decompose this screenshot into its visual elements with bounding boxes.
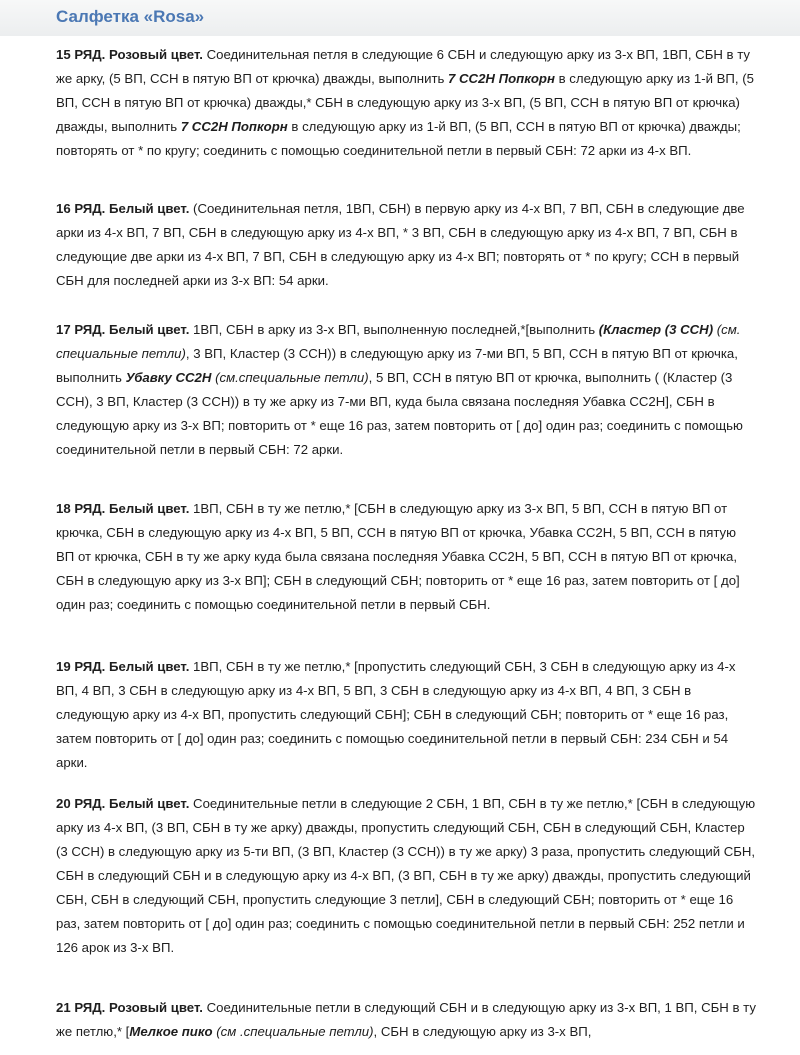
row-19 (56, 655, 756, 775)
row-text: 1ВП, СБН в ту же петлю,* [СБН в следующую арку из 3-х ВП, 5 ВП, ССН в пятую ВП от крючка, СБН в следующую арку из 4-х ВП, 5 ВП, ССН в пятую ВП от крючка, Убавка СС2Н, 5 ВП, ССН в пятую ВП от крючка, СБН в ту же арку куда была связана последняя Убавка СС2Н, 5 ВП, ССН в пятую ВП от крючка, СБН в следующую арку из 3-х ВП]; СБН в следующий СБН; повторить от * еще 16 раз, затем повторить от [ до] один раз; соединить с помощью соединительной петли в первый СБН. (56, 501, 740, 612)
row-text: Соединительные петли в следующий СБН и в следующую арку из 3-х ВП, 1 ВП, СБН в ту же петлю,* [ (56, 1000, 756, 1039)
page-title: Салфетка «Rosa» (56, 7, 205, 26)
row-text: , 3 ВП, Кластер (3 ССН)) в следующую арку из 7-ми ВП, 5 ВП, ССН в пятую ВП от крючка, выполнить (56, 346, 738, 385)
row-heading: 18 РЯД. Белый цвет. (56, 501, 190, 516)
row-term: (см .специальные петли) (212, 1024, 374, 1039)
row-20 (56, 792, 756, 960)
row-heading: 19 РЯД. Белый цвет. (56, 659, 190, 674)
row-text: 1ВП, СБН в ту же петлю,* [пропустить следующий СБН, 3 СБН в следующую арку из 4-х ВП, 4 ВП, 3 СБН в следующую арку из 4-х ВП, 5 ВП, 3 СБН в следующую арку из 4-х ВП, 4 ВП, 3 СБН в следующую арку из 4-х ВП, пропустить следующий СБН]; СБН в следующий СБН; повторить от * еще 16 раз, затем повторить от [ до] один раз; соединить с помощью соединительной петли в первый СБН: 234 СБН и 54 арки. (56, 659, 736, 770)
row-text: (Соединительная петля, 1ВП, СБН) в первую арку из 4-х ВП, 7 ВП, СБН в следующие две арки из 4-х ВП, 7 ВП, СБН в следующую арку из 4-х ВП, * 3 ВП, СБН в следующую арку из 4-х ВП, 7 ВП, СБН в следующие две арки из 4-х ВП, 7 ВП, СБН в следующую арку из 4-х ВП; повторять от * по кругу; ССН в первый СБН для последней арки из 3-х ВП: 54 арки. (56, 201, 745, 288)
row-text: 1ВП, СБН в арку из 3-х ВП, выполненную последней,*[выполнить (189, 322, 599, 337)
row-text: Соединительные петли в следующие 2 СБН, 1 ВП, СБН в ту же петлю,* [СБН в следующую арку из 4-х ВП, (3 ВП, СБН в ту же арку) дважды, пропустить следующий СБН, СБН в следующий СБН, Кластер (3 ССН) в следующую арку из 5-ти ВП, (3 ВП, Кластер (3 ССН)) в ту же арку) 3 раза, пропустить следующий СБН, СБН в следующий СБН и в следующую арку из 4-х ВП, (3 ВП, СБН в ту же арку) дважды, пропустить следующий СБН, СБН в следующий СБН, пропустить следующие 3 петли], СБН в следующий СБН; повторить от * еще 16 раз, затем повторить от [ до] один раз; соединить с помощью соединительной петли в первый СБН: 252 петли и 126 арок из 3-х ВП. (56, 796, 756, 955)
row-text: , 5 ВП, ССН в пятую ВП от крючка, выполнить ( (Кластер (3 ССН), 3 ВП, Кластер (3 ССН)) в ту же арку из 7-ми ВП, куда была связана последняя Убавка СС2Н], СБН в следующую арку из 3-х ВП; повторить от * еще 16 раз, затем повторить от [ до] один раз; соединить с помощью соединительной петли в первый СБН: 72 арки. (56, 370, 743, 457)
row-heading: 17 РЯД. Белый цвет. (56, 322, 190, 337)
row-text: в следующую арку из 1-й ВП, (5 ВП, ССН в пятую ВП от крючка) дважды,* СБН в следующую арку из 3-х ВП, (5 ВП, ССН в пятую ВП от крючка) дважды, выполнить (56, 71, 754, 134)
row-term: (см. специальные петли) (56, 322, 741, 361)
row-17 (56, 318, 756, 462)
row-heading: 21 РЯД. Розовый цвет. (56, 1000, 203, 1015)
row-21 (56, 996, 756, 1044)
row-term: Мелкое пико (129, 1024, 213, 1039)
title-bar (0, 0, 800, 36)
row-term: 7 СС2Н Попкорн (448, 71, 555, 86)
row-heading: 15 РЯД. Розовый цвет. (56, 47, 203, 62)
row-text: Соединительная петля в следующие 6 СБН и следующую арку из 3-х ВП, 1ВП, СБН в ту же арку, (5 ВП, ССН в пятую ВП от крючка) дважды, выполнить (56, 47, 750, 86)
row-term: (Кластер (3 ССН) (598, 322, 714, 337)
row-term: Убавку СС2Н (125, 370, 212, 385)
row-15 (56, 43, 756, 163)
row-term: (см.специальные петли) (211, 370, 369, 385)
row-18 (56, 497, 756, 617)
row-term: 7 СС2Н Попкорн (180, 119, 288, 134)
row-heading: 16 РЯД. Белый цвет. (56, 201, 190, 216)
row-16 (56, 197, 756, 293)
row-heading: 20 РЯД. Белый цвет. (56, 796, 190, 811)
row-text: в следующую арку из 1-й ВП, (5 ВП, ССН в пятую ВП от крючка) дважды; повторять от * по кругу; соединить с помощью соединительной петли в первый СБН: 72 арки из 4-х ВП. (56, 119, 741, 158)
row-text: , СБН в следующую арку из 3-х ВП, (373, 1024, 592, 1039)
